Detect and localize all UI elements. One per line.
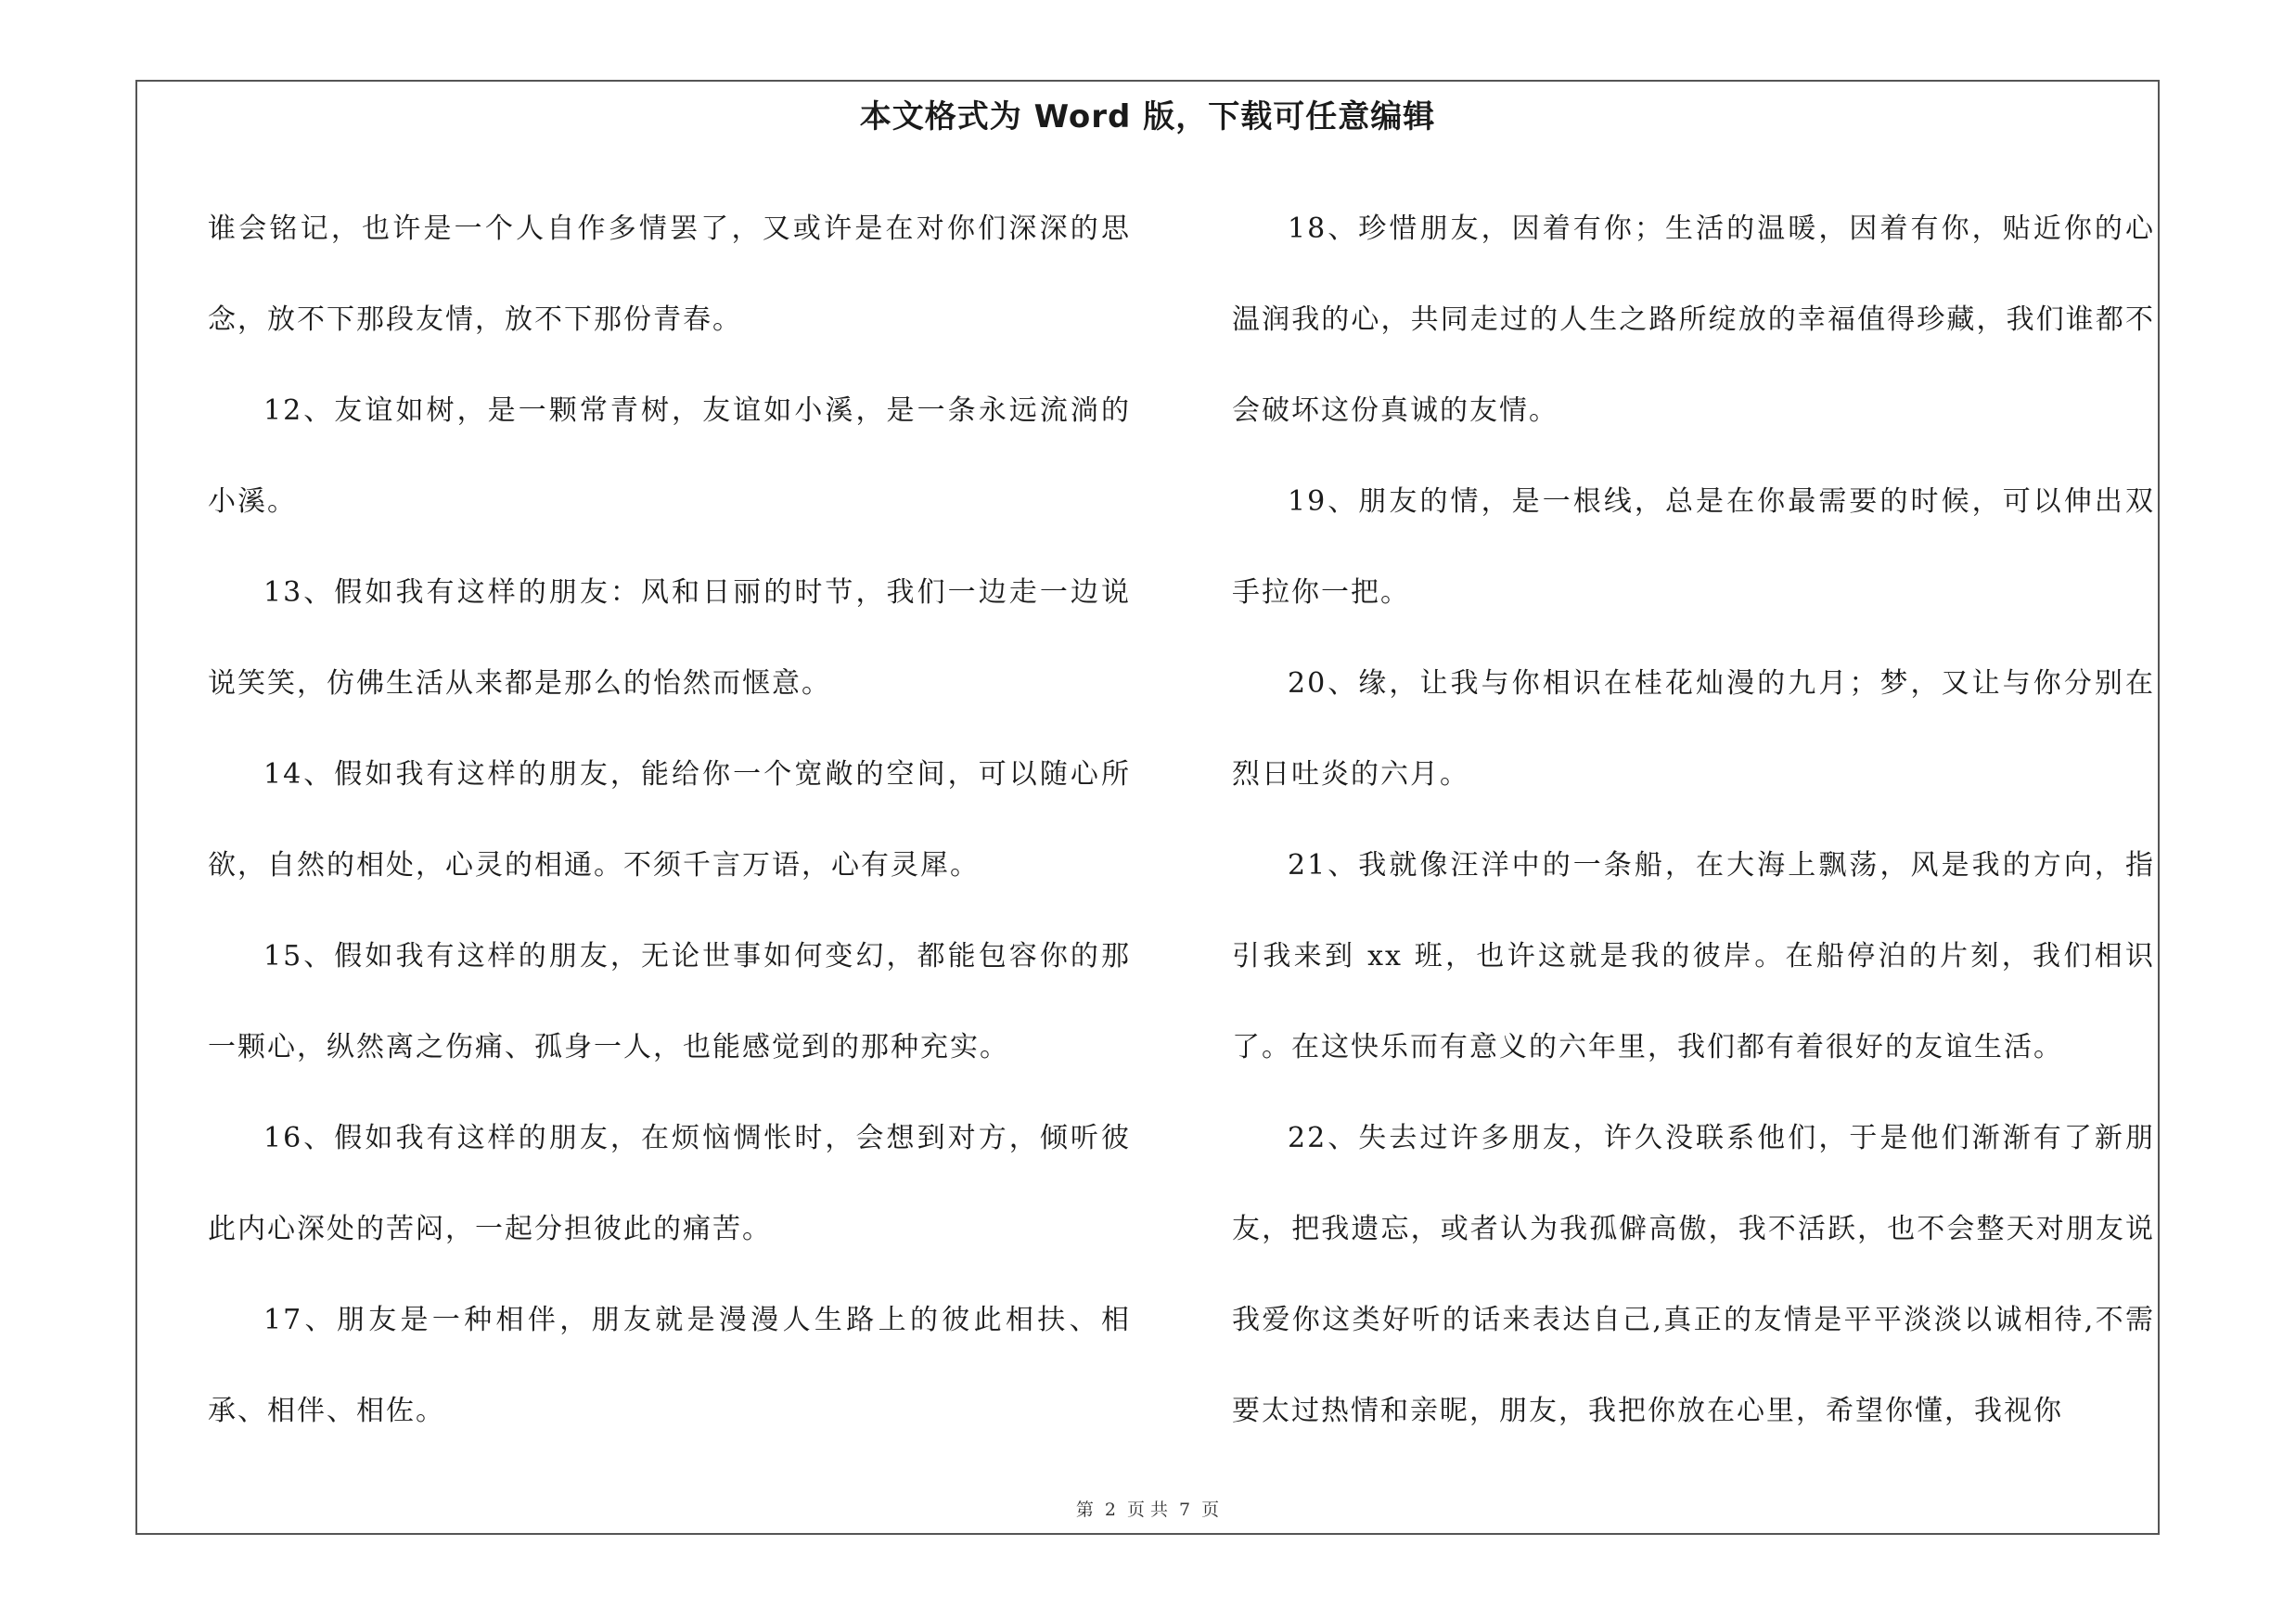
paragraph-18: 18、珍惜朋友，因着有你；生活的温暖，因着有你，贴近你的心温润我的心，共同走过的人生之路所绽放的幸福值得珍藏，我们谁都不会破坏这份真诚的友情。 [1232, 213, 2155, 427]
footer-suffix: 页 [1201, 1500, 1220, 1520]
page-footer [137, 1496, 2158, 1524]
paragraph-16: 16、假如我有这样的朋友，在烦恼惆怅时，会想到对方，倾听彼此内心深处的苦闷，一起分担彼此的痛苦。 [208, 1122, 1131, 1245]
right-column [1232, 184, 2155, 1457]
paragraph-15: 15、假如我有这样的朋友，无论世事如何变幻，都能包容你的那一颗心，纵然离之伤痛、孤身一人，也能感觉到的那种充实。 [208, 940, 1131, 1063]
paragraph-14: 14、假如我有这样的朋友，能给你一个宽敞的空间，可以随心所欲，自然的相处，心灵的相通。不须千言万语，心有灵犀。 [208, 758, 1131, 882]
paragraph-13: 13、假如我有这样的朋友：风和日丽的时节，我们一边走一边说说笑笑，仿佛生活从来都是那么的怡然而惬意。 [208, 576, 1131, 700]
paragraph-continued: 谁会铭记，也许是一个人自作多情罢了，又或许是在对你们深深的思念，放不下那段友情，放不下那份青春。 [208, 213, 1131, 336]
footer-middle: 页 共 [1126, 1500, 1169, 1520]
paragraph-12: 12、友谊如树，是一颗常青树，友谊如小溪，是一条永远流淌的小溪。 [208, 394, 1131, 518]
footer-prefix: 第 [1075, 1500, 1094, 1520]
paragraph-20: 20、缘，让我与你相识在桂花灿漫的九月；梦，又让与你分别在烈日吐炎的六月。 [1232, 667, 2155, 791]
left-column [208, 184, 1131, 1457]
page-frame [135, 80, 2160, 1535]
paragraph-19: 19、朋友的情，是一根线，总是在你最需要的时候，可以伸出双手拉你一把。 [1232, 485, 2155, 609]
paragraph-17: 17、朋友是一种相伴，朋友就是漫漫人生路上的彼此相扶、相承、相伴、相佐。 [208, 1304, 1131, 1427]
document-header: 本文格式为 Word 版，下载可任意编辑 [859, 98, 1436, 135]
paragraph-22: 22、失去过许多朋友，许久没联系他们，于是他们渐渐有了新朋友，把我遗忘，或者认为我孤僻高傲，我不活跃，也不会整天对朋友说我爱你这类好听的话来表达自己,真正的友情是平平淡淡以诚相待,不需要太过热情和亲昵，朋友，我把你放在心里，希望你懂，我视你 [1232, 1122, 2155, 1427]
footer-page-number: 2 [1104, 1500, 1116, 1520]
paragraph-21: 21、我就像汪洋中的一条船，在大海上飘荡，风是我的方向，指引我来到 xx 班，也许这就是我的彼岸。在船停泊的片刻，我们相识了。在这快乐而有意义的六年里，我们都有着很好的友谊生活。 [1232, 849, 2155, 1063]
footer-total-pages: 7 [1179, 1500, 1191, 1520]
